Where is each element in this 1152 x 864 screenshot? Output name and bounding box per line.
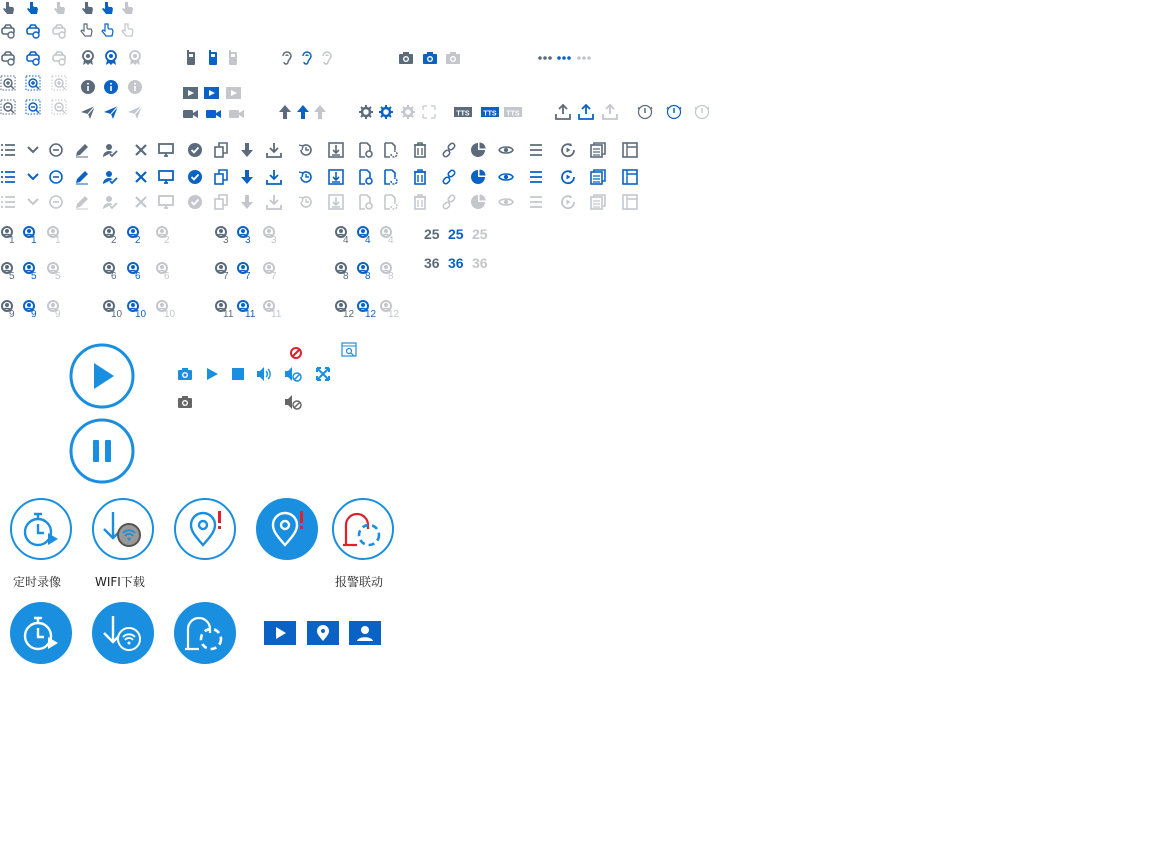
pie-chart-disabled-icon[interactable] <box>470 194 486 210</box>
close-normal-icon[interactable] <box>133 142 149 158</box>
person-channel-3-normal-icon[interactable] <box>214 226 238 244</box>
svg-text:4: 4 <box>365 235 371 244</box>
tts-normal-icon[interactable] <box>454 104 472 120</box>
person-channel-1-normal-icon[interactable] <box>0 226 24 244</box>
person-channel-9-active-icon[interactable] <box>22 300 46 318</box>
camera-disabled-icon[interactable] <box>445 50 461 66</box>
upload-arrow-normal-icon[interactable] <box>277 104 293 120</box>
user-check-active-icon[interactable] <box>102 169 118 185</box>
video-camera-normal-icon[interactable] <box>182 106 198 122</box>
svg-text:12: 12 <box>365 309 377 318</box>
car-settings-normal-icon[interactable] <box>0 50 16 66</box>
location-alert-button[interactable] <box>173 497 237 561</box>
ear-listen-active-icon[interactable] <box>298 50 314 66</box>
channel-number-25-active: 25 <box>448 226 464 242</box>
settings-gear-normal-icon[interactable] <box>358 104 374 120</box>
wifi-download-caption: WIFI下载 <box>95 575 145 589</box>
volume-icon[interactable] <box>256 366 272 382</box>
person-channel-2-normal-icon[interactable] <box>102 226 126 244</box>
arrow-down-normal-icon[interactable] <box>239 142 255 158</box>
play-circle-button[interactable] <box>69 343 135 409</box>
upload-active-icon[interactable] <box>578 104 594 120</box>
svg-text:3: 3 <box>245 235 251 244</box>
ear-listen-normal-icon[interactable] <box>278 50 294 66</box>
svg-text:3: 3 <box>271 235 277 244</box>
expand-disabled-icon[interactable] <box>421 104 437 120</box>
walkie-phone-disabled-icon[interactable] <box>225 50 241 66</box>
hand-outline-pointer-normal-icon[interactable] <box>78 22 94 38</box>
svg-text:1: 1 <box>9 235 15 244</box>
list-active-icon[interactable] <box>0 169 16 185</box>
download-normal-icon[interactable] <box>266 142 282 158</box>
snapshot-camera-icon[interactable] <box>177 366 193 382</box>
person-channel-3-disabled-icon[interactable] <box>262 226 286 244</box>
camera-active-icon[interactable] <box>422 50 438 66</box>
car-settings-disabled-icon[interactable] <box>51 50 67 66</box>
play-box-active-icon[interactable] <box>203 85 219 101</box>
svg-text:9: 9 <box>55 309 61 318</box>
layers-normal-icon[interactable] <box>590 142 606 158</box>
person-channel-4-active-icon[interactable] <box>356 226 380 244</box>
zoom-in-disabled-icon[interactable] <box>51 75 67 91</box>
hand-pointer-normal-icon[interactable] <box>0 0 16 16</box>
person-channel-1-disabled-icon[interactable] <box>46 226 70 244</box>
person-channel-2-disabled-icon[interactable] <box>155 226 179 244</box>
badge-award-active-icon[interactable] <box>103 50 119 66</box>
svg-text:TTS: TTS <box>483 110 497 118</box>
menu-active-icon[interactable] <box>528 169 544 185</box>
play-refresh-active-icon[interactable] <box>560 169 576 185</box>
svg-text:9: 9 <box>31 309 37 318</box>
arrow-down-disabled-icon[interactable] <box>239 194 255 210</box>
clock-one-active-icon[interactable] <box>666 104 682 120</box>
send-disabled-icon[interactable] <box>127 104 143 120</box>
location-square-button[interactable] <box>307 621 339 645</box>
pause-circle-button[interactable] <box>69 418 135 484</box>
person-channel-7-active-icon[interactable] <box>236 262 260 280</box>
svg-text:11: 11 <box>223 309 234 318</box>
monitor-disabled-icon[interactable] <box>158 194 174 210</box>
person-channel-8-active-icon[interactable] <box>356 262 380 280</box>
person-square-button[interactable] <box>349 621 381 645</box>
zoom-out-normal-icon[interactable] <box>0 99 16 115</box>
minus-circle-active-icon[interactable] <box>48 169 64 185</box>
send-active-icon[interactable] <box>103 104 119 120</box>
person-channel-12-disabled-icon[interactable] <box>379 300 403 318</box>
fullscreen-icon[interactable] <box>315 366 331 382</box>
forbidden-icon <box>290 347 302 359</box>
svg-text:12: 12 <box>388 309 400 318</box>
wifi-download-active-button[interactable] <box>91 601 155 665</box>
tts-active-icon[interactable] <box>481 104 499 120</box>
svg-text:11: 11 <box>271 309 282 318</box>
person-channel-3-active-icon[interactable] <box>236 226 260 244</box>
car-settings-active-icon[interactable] <box>25 50 41 66</box>
download-active-icon[interactable] <box>266 169 282 185</box>
channel-number-36-active: 36 <box>448 255 464 271</box>
person-channel-10-normal-icon[interactable] <box>102 300 126 318</box>
person-channel-11-normal-icon[interactable] <box>214 300 238 318</box>
play-box-disabled-icon[interactable] <box>225 85 241 101</box>
eye-active-icon[interactable] <box>498 169 514 185</box>
menu-disabled-icon[interactable] <box>528 194 544 210</box>
hand-pointer-disabled-icon[interactable] <box>51 0 67 16</box>
trash-active-icon[interactable] <box>412 169 428 185</box>
person-channel-5-normal-icon[interactable] <box>0 262 24 280</box>
trash-disabled-icon[interactable] <box>412 194 428 210</box>
link-normal-icon[interactable] <box>441 142 457 158</box>
svg-text:TTS: TTS <box>506 110 520 118</box>
wifi-download-button[interactable] <box>91 497 155 561</box>
svg-text:2: 2 <box>164 235 170 244</box>
person-channel-12-active-icon[interactable] <box>356 300 380 318</box>
svg-text:7: 7 <box>245 271 251 280</box>
car-search-active-icon[interactable] <box>25 23 41 39</box>
badge-award-disabled-icon[interactable] <box>127 50 143 66</box>
play-refresh-disabled-icon[interactable] <box>560 194 576 210</box>
link-active-icon[interactable] <box>441 169 457 185</box>
info-normal-icon[interactable] <box>80 79 96 95</box>
close-active-icon[interactable] <box>133 169 149 185</box>
menu-normal-icon[interactable] <box>528 142 544 158</box>
chevron-down-normal-icon[interactable] <box>25 142 41 158</box>
svg-text:12: 12 <box>343 309 355 318</box>
history-normal-icon[interactable] <box>298 142 314 158</box>
copy-disabled-icon[interactable] <box>213 194 229 210</box>
hand-outline-pointer-active-icon[interactable] <box>99 22 115 38</box>
send-normal-icon[interactable] <box>80 104 96 120</box>
minus-circle-disabled-icon[interactable] <box>48 194 64 210</box>
edit-pencil-normal-icon[interactable] <box>74 142 90 158</box>
svg-text:5: 5 <box>9 271 15 280</box>
svg-text:10: 10 <box>135 309 147 318</box>
svg-text:9: 9 <box>9 309 15 318</box>
stop-icon[interactable] <box>230 366 246 382</box>
upload-disabled-icon[interactable] <box>602 104 618 120</box>
upload-normal-icon[interactable] <box>555 104 571 120</box>
copy-active-icon[interactable] <box>213 169 229 185</box>
alarm-linkage-active-button[interactable] <box>173 601 237 665</box>
zoom-in-active-icon[interactable] <box>25 75 41 91</box>
link-disabled-icon[interactable] <box>441 194 457 210</box>
edit-pencil-disabled-icon[interactable] <box>74 194 90 210</box>
document-settings-active-icon[interactable] <box>357 169 373 185</box>
more-dots-active-icon[interactable] <box>556 50 572 66</box>
monitor-active-icon[interactable] <box>158 169 174 185</box>
hand-pointer-active-icon[interactable] <box>24 0 40 16</box>
svg-text:11: 11 <box>245 309 256 318</box>
svg-text:5: 5 <box>31 271 37 280</box>
car-search-normal-icon[interactable] <box>0 23 16 39</box>
chevron-down-active-icon[interactable] <box>25 169 41 185</box>
box-download-normal-icon[interactable] <box>328 142 344 158</box>
svg-text:8: 8 <box>365 271 371 280</box>
more-dots-normal-icon[interactable] <box>537 50 553 66</box>
close-disabled-icon[interactable] <box>133 194 149 210</box>
channel-number-36-disabled: 36 <box>472 255 488 271</box>
pie-chart-normal-icon[interactable] <box>470 142 486 158</box>
layers-active-icon[interactable] <box>590 169 606 185</box>
mute-volume-icon[interactable] <box>284 366 302 382</box>
svg-text:1: 1 <box>55 235 61 244</box>
hand-outline-pointer-disabled-icon[interactable] <box>119 22 135 38</box>
trash-normal-icon[interactable] <box>412 142 428 158</box>
zoom-out-active-icon[interactable] <box>25 99 41 115</box>
copy-normal-icon[interactable] <box>213 142 229 158</box>
arrow-down-active-icon[interactable] <box>239 169 255 185</box>
settings-gear-active-icon[interactable] <box>378 104 394 120</box>
svg-text:8: 8 <box>343 271 349 280</box>
channel-number-25-normal: 25 <box>424 226 440 242</box>
info-disabled-icon[interactable] <box>127 79 143 95</box>
timed-recording-active-button[interactable] <box>9 601 73 665</box>
svg-text:2: 2 <box>111 235 117 244</box>
person-channel-8-disabled-icon[interactable] <box>379 262 403 280</box>
monitor-normal-icon[interactable] <box>158 142 174 158</box>
person-channel-9-normal-icon[interactable] <box>0 300 24 318</box>
person-channel-7-normal-icon[interactable] <box>214 262 238 280</box>
list-normal-icon[interactable] <box>0 142 16 158</box>
svg-text:3: 3 <box>223 235 229 244</box>
location-alert-active-button[interactable] <box>255 497 319 561</box>
hand-pointer-alt-active-icon[interactable] <box>99 0 115 16</box>
box-download-disabled-icon[interactable] <box>328 194 344 210</box>
alarm-linkage-caption: 报警联动 <box>335 575 384 589</box>
svg-text:2: 2 <box>135 235 141 244</box>
svg-text:8: 8 <box>388 271 394 280</box>
tts-disabled-icon[interactable] <box>504 104 522 120</box>
eye-normal-icon[interactable] <box>498 142 514 158</box>
user-check-normal-icon[interactable] <box>102 142 118 158</box>
zoom-in-normal-icon[interactable] <box>0 75 16 91</box>
walkie-phone-active-icon[interactable] <box>205 50 221 66</box>
ear-listen-disabled-icon[interactable] <box>318 50 334 66</box>
mute-volume-gray-icon[interactable] <box>284 394 302 410</box>
channel-number-36-normal: 36 <box>424 255 440 271</box>
svg-text:6: 6 <box>135 271 141 280</box>
person-channel-5-disabled-icon[interactable] <box>46 262 70 280</box>
clock-one-disabled-icon[interactable] <box>694 104 710 120</box>
document-sync-disabled-icon[interactable] <box>382 194 398 210</box>
svg-text:10: 10 <box>111 309 123 318</box>
download-disabled-icon[interactable] <box>266 194 282 210</box>
check-circle-active-icon[interactable] <box>187 169 203 185</box>
svg-text:7: 7 <box>223 271 229 280</box>
document-settings-disabled-icon[interactable] <box>357 194 373 210</box>
walkie-phone-normal-icon[interactable] <box>183 50 199 66</box>
document-settings-normal-icon[interactable] <box>357 142 373 158</box>
svg-text:TTS: TTS <box>456 110 470 118</box>
person-channel-10-disabled-icon[interactable] <box>155 300 179 318</box>
document-sync-normal-icon[interactable] <box>382 142 398 158</box>
panel-disabled-icon[interactable] <box>622 194 638 210</box>
clock-one-normal-icon[interactable] <box>637 104 653 120</box>
person-channel-11-active-icon[interactable] <box>236 300 260 318</box>
person-channel-7-disabled-icon[interactable] <box>262 262 286 280</box>
info-active-icon[interactable] <box>103 79 119 95</box>
person-channel-6-disabled-icon[interactable] <box>155 262 179 280</box>
badge-award-normal-icon[interactable] <box>80 50 96 66</box>
minus-circle-normal-icon[interactable] <box>48 142 64 158</box>
person-channel-12-normal-icon[interactable] <box>334 300 358 318</box>
person-channel-11-disabled-icon[interactable] <box>262 300 286 318</box>
layers-disabled-icon[interactable] <box>590 194 606 210</box>
snapshot-camera-gray-icon[interactable] <box>177 394 193 410</box>
alarm-linkage-button[interactable] <box>331 497 395 561</box>
person-channel-4-normal-icon[interactable] <box>334 226 358 244</box>
svg-text:5: 5 <box>55 271 61 280</box>
video-square-button[interactable] <box>264 621 296 645</box>
svg-text:4: 4 <box>388 235 394 244</box>
person-channel-2-active-icon[interactable] <box>126 226 150 244</box>
check-circle-normal-icon[interactable] <box>187 142 203 158</box>
person-channel-9-disabled-icon[interactable] <box>46 300 70 318</box>
hand-pointer-alt-normal-icon[interactable] <box>79 0 95 16</box>
document-sync-active-icon[interactable] <box>382 169 398 185</box>
timed-recording-caption: 定时录像 <box>13 575 62 589</box>
person-channel-6-normal-icon[interactable] <box>102 262 126 280</box>
person-channel-6-active-icon[interactable] <box>126 262 150 280</box>
timed-recording-button[interactable] <box>9 497 73 561</box>
channel-number-25-disabled: 25 <box>472 226 488 242</box>
pie-chart-active-icon[interactable] <box>470 169 486 185</box>
person-channel-4-disabled-icon[interactable] <box>379 226 403 244</box>
svg-text:1: 1 <box>31 235 37 244</box>
chevron-down-disabled-icon[interactable] <box>25 194 41 210</box>
zoom-out-disabled-icon[interactable] <box>51 99 67 115</box>
person-channel-8-normal-icon[interactable] <box>334 262 358 280</box>
panel-active-icon[interactable] <box>622 169 638 185</box>
play-refresh-normal-icon[interactable] <box>560 142 576 158</box>
edit-pencil-active-icon[interactable] <box>74 169 90 185</box>
video-camera-active-icon[interactable] <box>205 106 221 122</box>
search-window-icon[interactable] <box>341 342 357 358</box>
video-camera-disabled-icon[interactable] <box>228 106 244 122</box>
history-disabled-icon[interactable] <box>298 194 314 210</box>
box-download-active-icon[interactable] <box>328 169 344 185</box>
eye-disabled-icon[interactable] <box>498 194 514 210</box>
list-disabled-icon[interactable] <box>0 194 16 210</box>
svg-text:10: 10 <box>164 309 176 318</box>
upload-arrow-active-icon[interactable] <box>295 104 311 120</box>
play-icon[interactable] <box>204 366 220 382</box>
svg-text:4: 4 <box>343 235 349 244</box>
history-active-icon[interactable] <box>298 169 314 185</box>
camera-normal-icon[interactable] <box>398 50 414 66</box>
panel-normal-icon[interactable] <box>622 142 638 158</box>
upload-arrow-disabled-icon[interactable] <box>312 104 328 120</box>
svg-text:6: 6 <box>164 271 170 280</box>
person-channel-5-active-icon[interactable] <box>22 262 46 280</box>
person-channel-1-active-icon[interactable] <box>22 226 46 244</box>
play-box-normal-icon[interactable] <box>182 85 198 101</box>
person-channel-10-active-icon[interactable] <box>126 300 150 318</box>
settings-gear-disabled-icon[interactable] <box>400 104 416 120</box>
hand-pointer-alt-disabled-icon[interactable] <box>119 0 135 16</box>
svg-text:6: 6 <box>111 271 117 280</box>
svg-text:7: 7 <box>271 271 277 280</box>
check-circle-disabled-icon[interactable] <box>187 194 203 210</box>
more-dots-disabled-icon[interactable] <box>576 50 592 66</box>
user-check-disabled-icon[interactable] <box>102 194 118 210</box>
car-search-disabled-icon[interactable] <box>51 23 67 39</box>
